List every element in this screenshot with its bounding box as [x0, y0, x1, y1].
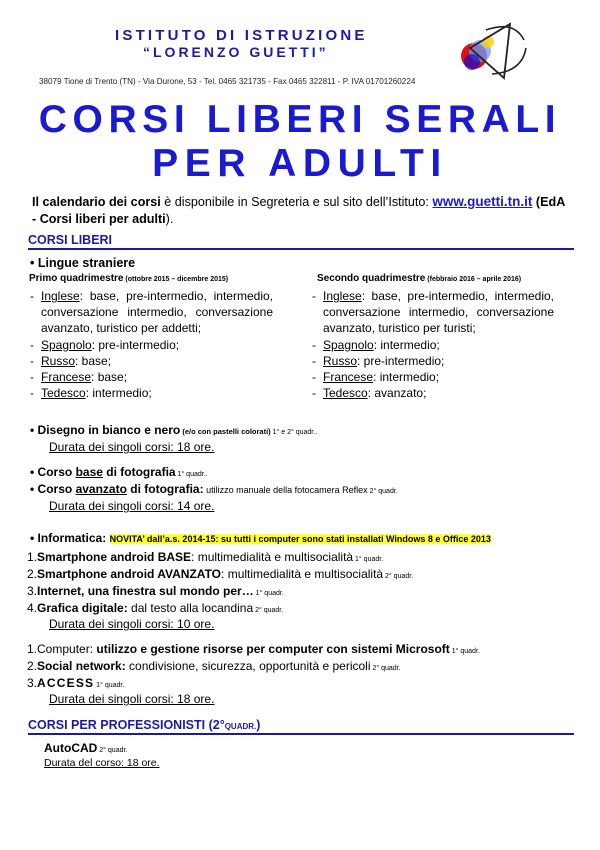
intro-text-end: ).	[165, 212, 174, 226]
disegno-quadr: 1° e 2° quadr..	[270, 429, 318, 436]
item-text: dal testo alla locandina	[127, 601, 254, 615]
col1-list	[30, 288, 273, 401]
info-item-2	[27, 567, 413, 581]
informatica-duration-1: Durata dei singoli corsi: 10 ore.	[49, 617, 215, 631]
item-pre: Computer:	[37, 642, 97, 656]
foto-base-word: base	[75, 465, 103, 479]
list-item: - Inglese: base, pre-intermedio, intermedio, conversazione intermedio, conversazione avanzato, turistico per addetti;	[30, 289, 273, 336]
item-title: Internet, una finestra sul mondo per…	[37, 584, 254, 598]
item-quadr: 1° quadr.	[353, 556, 384, 563]
bullet-icon: •	[30, 482, 35, 496]
informatica-line	[30, 531, 491, 545]
lang-levels: : intermedio;	[85, 386, 152, 401]
lang-name: Spagnolo	[323, 337, 374, 352]
item-text: condivisione, sicurezza, opportunità e pericoli	[125, 659, 371, 673]
item-title: Grafica digitale:	[37, 601, 128, 615]
autocad-quadr: 2° quadr.	[97, 747, 128, 754]
foto-adv-line	[30, 482, 398, 496]
bullet-icon: •	[30, 256, 35, 270]
autocad-title: AutoCAD	[44, 741, 98, 755]
lingue-heading	[30, 256, 135, 270]
foto-base-post: di fotografia	[102, 465, 176, 479]
foto-base-quadr: 1° quadr..	[175, 471, 208, 478]
section-heading-corsi-liberi: CORSI LIBERI	[28, 233, 574, 250]
foto-adv-word: avanzato	[75, 482, 127, 496]
item-number: 1.	[27, 550, 38, 564]
item-number: 3.	[27, 676, 38, 690]
autocad-line	[44, 741, 127, 755]
lang-name: Inglese	[323, 289, 362, 303]
col1-heading	[29, 273, 228, 284]
informatica-title: Informatica:	[37, 531, 107, 545]
page-title-line2: PER ADULTI	[152, 142, 448, 185]
foto-adv-quadr: 2° quadr.	[367, 488, 398, 495]
prof-heading-end: )	[256, 718, 261, 732]
col1-head: Primo quadrimestre	[29, 273, 124, 284]
list-item: - Spagnolo: pre-intermedio;	[30, 337, 180, 352]
item-title: utilizzo e gestione risorse per computer con sistemi Microsoft	[96, 642, 450, 656]
item-title: Social network:	[37, 659, 126, 673]
prof-heading: CORSI PER PROFESSIONISTI (2°	[28, 718, 225, 732]
foto-adv-pre: Corso	[37, 482, 76, 496]
info-item-3	[27, 584, 284, 598]
lang-levels: : intermedio;	[373, 337, 440, 352]
item-quadr: 1° quadr.	[253, 590, 284, 597]
bullet-icon: •	[30, 465, 35, 479]
lang-name: Spagnolo	[41, 337, 92, 352]
website-link[interactable]: www.guetti.tn.it	[432, 194, 533, 209]
autocad-duration: Durata del corso: 18 ore.	[44, 757, 160, 769]
item-quadr: 2° quadr.	[253, 607, 284, 614]
item-quadr: 1° quadr.	[94, 682, 125, 689]
lang-name: Inglese	[41, 289, 80, 303]
item-quadr: 2° quadr.	[383, 573, 414, 580]
list-item: - Francese: base;	[30, 370, 128, 385]
lang-levels: : pre-intermedio;	[91, 337, 180, 352]
lang-levels: : base;	[91, 370, 128, 385]
col2-head-small: (febbraio 2016 – aprile 2016)	[425, 276, 522, 283]
disegno-line	[30, 423, 317, 437]
informatica-duration-2: Durata dei singoli corsi: 18 ore.	[49, 692, 215, 706]
list-item: - Russo: base;	[30, 353, 112, 368]
lang-name: Francese	[41, 370, 92, 385]
lang-name: Francese	[323, 370, 374, 385]
lang-levels: : intermedio;	[373, 370, 440, 385]
info-item-1	[27, 550, 383, 564]
col1-head-small: (ottobre 2015 – dicembre 2015)	[123, 276, 229, 283]
list-item: - Spagnolo: intermedio;	[312, 337, 440, 352]
info2-item-1	[27, 642, 480, 656]
prof-heading-small: QUADR.	[224, 722, 257, 731]
intro-bold-paren: (EdA - Corsi liberi per adulti	[32, 195, 565, 226]
list-item: - Francese: intermedio;	[312, 370, 440, 385]
institute-name-line1: ISTITUTO DI ISTRUZIONE	[115, 27, 368, 44]
disegno-duration: Durata dei singoli corsi: 18 ore.	[49, 440, 215, 454]
lang-levels: : pre-intermedio;	[357, 353, 445, 368]
novita-highlight: NOVITA’ dall’a.s. 2014-15: su tutti i computer sono stati installati Windows 8 e Office 2013	[109, 534, 491, 544]
info-item-4	[27, 601, 283, 615]
item-number: 1.	[27, 642, 38, 656]
foto-adv-text: utilizzo manuale della fotocamera Reflex	[203, 485, 368, 495]
item-text: : multimedialità e multisocialità	[191, 550, 354, 564]
col2-head: Secondo quadrimestre	[317, 273, 426, 284]
page-title-line1: CORSI LIBERI SERALI	[38, 98, 562, 141]
list-item: - Inglese: base, pre-intermedio, intermedio, conversazione intermedio, conversazione avanzato, turistico per turisti;	[312, 289, 554, 336]
foto-base-pre: Corso	[37, 465, 76, 479]
list-item: - Russo: pre-intermedio;	[312, 353, 445, 368]
item-number: 2.	[27, 659, 38, 673]
lang-levels: : base, pre-intermedio, intermedio, conversazione intermedio, conversazione avanzato, turistico per addetti;	[41, 289, 273, 336]
item-title: Smartphone android BASE	[37, 550, 192, 564]
lang-name: Russo	[323, 353, 358, 368]
item-title: Smartphone android AVANZATO	[37, 567, 222, 581]
guetti-logo-icon	[452, 18, 532, 88]
intro-paragraph	[32, 193, 572, 228]
lang-levels: : avanzato;	[367, 386, 427, 401]
list-item: - Tedesco: avanzato;	[312, 386, 427, 401]
disegno-note: (e/o con pastelli colorati)	[180, 427, 271, 436]
section-heading-professionisti	[28, 718, 574, 735]
item-number: 4.	[27, 601, 38, 615]
foto-adv-post: di fotografia:	[126, 482, 204, 496]
info2-item-3	[27, 676, 124, 690]
intro-text: è disponibile in Segreteria e sul sito dell’Istituto:	[160, 195, 433, 209]
item-number: 3.	[27, 584, 38, 598]
lingue-title: Lingue straniere	[37, 256, 136, 270]
item-title: ACCESS	[37, 676, 95, 690]
bullet-icon: •	[30, 423, 35, 437]
institute-name-line2: “LORENZO GUETTI”	[143, 44, 329, 60]
lang-name: Tedesco	[41, 386, 86, 401]
col2-heading	[317, 273, 521, 284]
lang-name: Tedesco	[323, 386, 368, 401]
item-number: 2.	[27, 567, 38, 581]
bullet-icon: •	[30, 531, 35, 545]
disegno-title: Disegno in bianco e nero	[37, 423, 181, 437]
item-quadr: 2° quadr.	[370, 665, 401, 672]
item-text: : multimedialità e multisocialità	[221, 567, 384, 581]
intro-bold: Il calendario dei corsi	[32, 195, 161, 209]
lang-levels: : base, pre-intermedio, intermedio, conversazione intermedio, conversazione avanzato, turistico per turisti;	[323, 289, 554, 336]
list-item: - Tedesco: intermedio;	[30, 386, 152, 401]
info2-item-2	[27, 659, 401, 673]
foto-base-line	[30, 465, 208, 479]
lang-levels: : base;	[75, 353, 112, 368]
lang-name: Russo	[41, 353, 76, 368]
item-quadr: 1° quadr.	[449, 648, 480, 655]
foto-duration: Durata dei singoli corsi: 14 ore.	[49, 499, 215, 513]
institute-address: 38079 Tione di Trento (TN) - Via Durone, 53 - Tel. 0465 321735 - Fax 0465 322811 - P. IVA 01701260224	[39, 77, 416, 86]
col2-list	[312, 288, 554, 401]
